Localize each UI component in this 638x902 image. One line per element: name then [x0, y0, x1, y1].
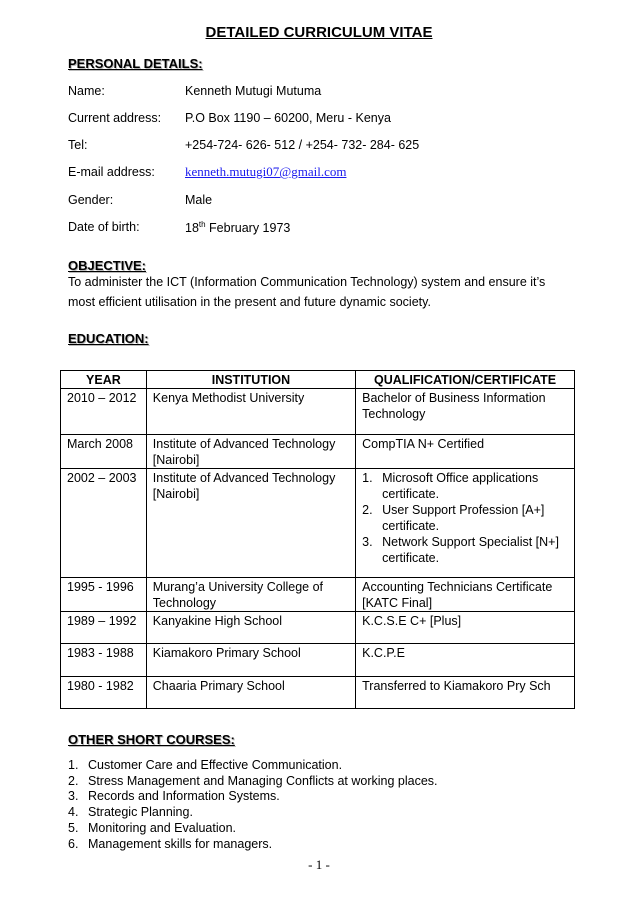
- qualification-cell: K.C.S.E C+ [Plus]: [356, 612, 575, 644]
- table-row: [61, 435, 575, 469]
- education-table: [60, 370, 575, 709]
- email-link[interactable]: kenneth.mutugi07@gmail.com: [185, 164, 347, 179]
- list-item: 1. Customer Care and Effective Communication.: [68, 758, 343, 772]
- qualification-cell: Accounting Technicians Certificate [KATC Final]: [356, 578, 575, 612]
- list-item: 3. Records and Information Systems.: [68, 789, 280, 804]
- gender-label: Gender:: [68, 193, 114, 207]
- name-value: Kenneth Mutugi Mutuma: [185, 84, 322, 98]
- institution-cell: Kanyakine High School: [146, 612, 355, 644]
- qualification-cell: [356, 469, 575, 578]
- education-heading: EDUCATION:: [68, 331, 149, 346]
- table-row: [61, 612, 575, 644]
- qualification-cell: Bachelor of Business Information Technology: [356, 389, 575, 435]
- page-number: - 1 -: [308, 857, 330, 872]
- dob-value: 18th February 1973: [185, 220, 291, 236]
- list-item: 6. Management skills for managers.: [68, 836, 273, 851]
- list-item: 2. User Support Profession [A+] certificate.: [362, 503, 545, 533]
- tel-value: +254-724- 626- 512 / +254- 732- 284- 625: [185, 138, 420, 152]
- address-value: P.O Box 1190 – 60200, Meru - Kenya: [185, 111, 391, 125]
- short-courses-heading: OTHER SHORT COURSES:: [68, 732, 235, 747]
- list-item: 2. Stress Management and Managing Conflicts at working places.: [68, 773, 438, 788]
- column-header: INSTITUTION: [146, 371, 355, 389]
- table-row: [61, 389, 575, 435]
- gender-value: Male: [185, 193, 213, 207]
- address-label: Current address:: [68, 111, 162, 125]
- year-cell: 1980 - 1982: [61, 677, 147, 709]
- year-cell: March 2008: [61, 435, 147, 469]
- table-row: [61, 677, 575, 709]
- column-header: YEAR: [61, 371, 147, 389]
- table-header-row: [61, 371, 575, 389]
- table-row: [61, 578, 575, 612]
- tel-label: Tel:: [68, 138, 88, 152]
- institution-cell: Chaaria Primary School: [146, 677, 355, 709]
- institution-cell: Kiamakoro Primary School: [146, 644, 355, 677]
- list-item: 4. Strategic Planning.: [68, 805, 193, 820]
- list-item: 5. Monitoring and Evaluation.: [68, 820, 237, 835]
- year-cell: 1989 – 1992: [61, 612, 147, 644]
- institution-cell: Institute of Advanced Technology [Nairobi]: [146, 469, 355, 578]
- document-title: DETAILED CURRICULUM VITAE: [205, 24, 433, 41]
- objective-text: To administer the ICT (Information Communication Technology) system and ensure it’s most efficient utilisation in the present and future dynamic society.: [68, 275, 546, 309]
- qualification-cell: CompTIA N+ Certified: [356, 435, 575, 469]
- personal-details-heading: PERSONAL DETAILS:: [68, 56, 203, 71]
- qualification-list: [362, 470, 568, 566]
- table-row: [61, 469, 575, 578]
- institution-cell: Kenya Methodist University: [146, 389, 355, 435]
- list-item: 1. Microsoft Office applications certificate.: [362, 471, 539, 501]
- table-row: [61, 644, 575, 677]
- objective-heading: OBJECTIVE:: [68, 258, 147, 273]
- year-cell: 1983 - 1988: [61, 644, 147, 677]
- institution-cell: Institute of Advanced Technology [Nairobi]: [146, 435, 355, 469]
- institution-cell: Murang’a University College of Technology: [146, 578, 355, 612]
- qualification-cell: K.C.P.E: [356, 644, 575, 677]
- name-label: Name:: [68, 84, 105, 98]
- year-cell: 2002 – 2003: [61, 469, 147, 578]
- list-item: 3. Network Support Specialist [N+] certificate.: [362, 535, 559, 565]
- year-cell: 2010 – 2012: [61, 389, 147, 435]
- email-label: E-mail address:: [68, 165, 155, 179]
- short-courses-list: [68, 758, 438, 852]
- column-header: QUALIFICATION/CERTIFICATE: [356, 371, 575, 389]
- year-cell: 1995 - 1996: [61, 578, 147, 612]
- qualification-cell: Transferred to Kiamakoro Pry Sch: [356, 677, 575, 709]
- dob-label: Date of birth:: [68, 220, 140, 234]
